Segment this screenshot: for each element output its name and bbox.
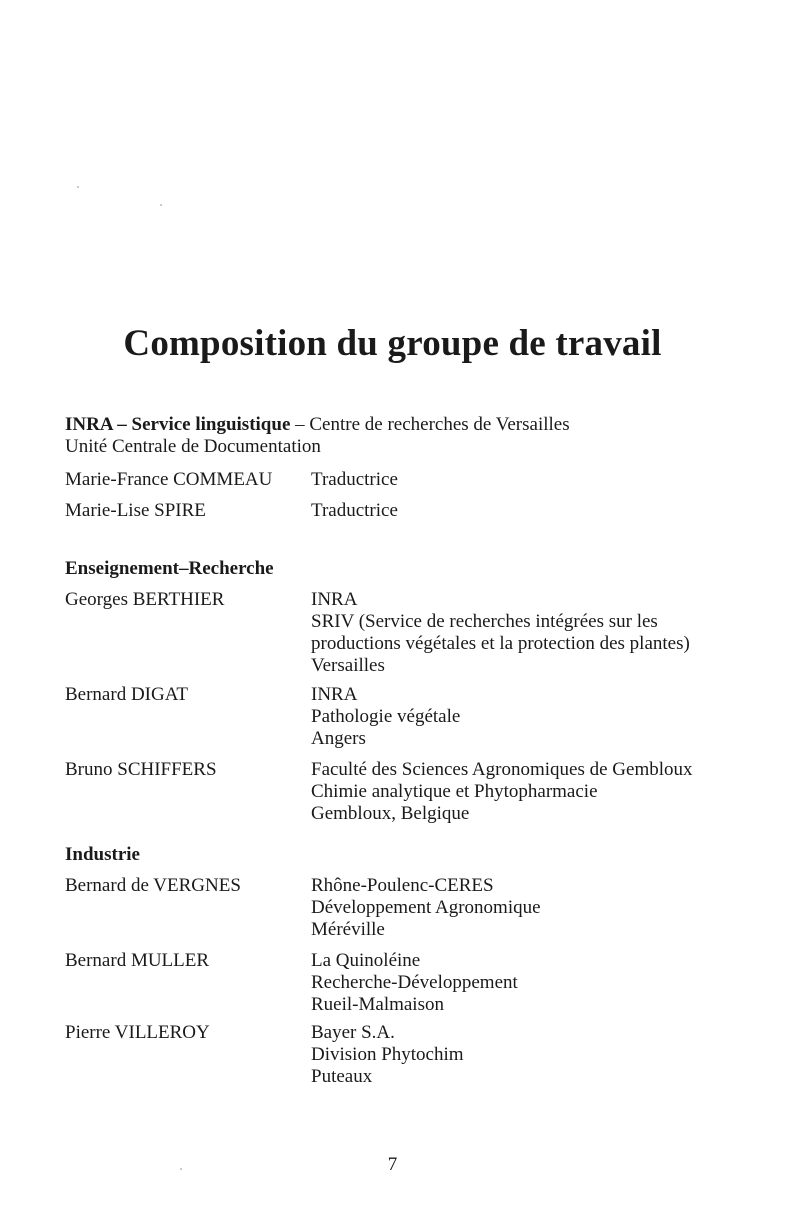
page-number: 7: [387, 1154, 398, 1175]
member-role: Traductrice: [311, 469, 398, 490]
inra-centre: Centre de recherches de Versailles: [309, 414, 570, 435]
affiliation-line: INRA: [311, 589, 358, 610]
affiliation-line: Bayer S.A.: [311, 1022, 395, 1043]
affiliation-line: La Quinoléine: [311, 950, 421, 971]
inra-header: [65, 414, 570, 458]
member-affiliation: [311, 875, 541, 941]
affiliation-line: Division Phytochim: [311, 1044, 464, 1065]
affiliation-line: Versailles: [311, 655, 385, 676]
affiliation-line: INRA: [311, 684, 358, 705]
section-heading-industrie: Industrie: [65, 844, 140, 865]
affiliation-line: Angers: [311, 728, 366, 749]
member-name: Marie-France COMMEAU: [65, 469, 273, 490]
scan-speck: [77, 186, 79, 188]
section-heading-enseignement: Enseignement–Recherche: [65, 558, 274, 579]
member-affiliation: [311, 759, 693, 825]
page-title: Composition du groupe de travail: [123, 323, 662, 364]
member-name: Bernard DIGAT: [65, 684, 188, 705]
member-name: Bernard MULLER: [65, 950, 210, 971]
member-name: Bruno SCHIFFERS: [65, 759, 217, 780]
inra-header-line2: Unité Centrale de Documentation: [65, 436, 321, 457]
inra-service-name: INRA – Service linguistique: [65, 414, 291, 435]
inra-separator: –: [290, 414, 310, 435]
member-affiliation: [311, 684, 460, 750]
affiliation-line: Chimie analytique et Phytopharmacie: [311, 781, 598, 802]
affiliation-line: Puteaux: [311, 1066, 373, 1087]
affiliation-line: Recherche-Développement: [311, 972, 518, 993]
member-name: Bernard de VERGNES: [65, 875, 241, 896]
member-name: Georges BERTHIER: [65, 589, 225, 610]
affiliation-line: Faculté des Sciences Agronomiques de Gembloux: [311, 759, 693, 780]
member-affiliation: [311, 1022, 464, 1088]
affiliation-line: Pathologie végétale: [311, 706, 461, 727]
affiliation-line: SRIV (Service de recherches intégrées sur les: [311, 611, 658, 632]
member-name: Pierre VILLEROY: [65, 1022, 210, 1043]
member-role: Traductrice: [311, 500, 398, 521]
member-affiliation: [311, 589, 690, 677]
affiliation-line: Gembloux, Belgique: [311, 803, 470, 824]
affiliation-line: Rueil-Malmaison: [311, 994, 444, 1015]
member-name: Marie-Lise SPIRE: [65, 500, 206, 521]
affiliation-line: productions végétales et la protection des plantes): [311, 633, 690, 654]
scan-speck: [160, 204, 162, 206]
affiliation-line: Développement Agronomique: [311, 897, 541, 918]
member-affiliation: [311, 950, 518, 1016]
inra-header-line1: [65, 414, 570, 436]
affiliation-line: Méréville: [311, 919, 385, 940]
affiliation-line: Rhône-Poulenc-CERES: [311, 875, 494, 896]
